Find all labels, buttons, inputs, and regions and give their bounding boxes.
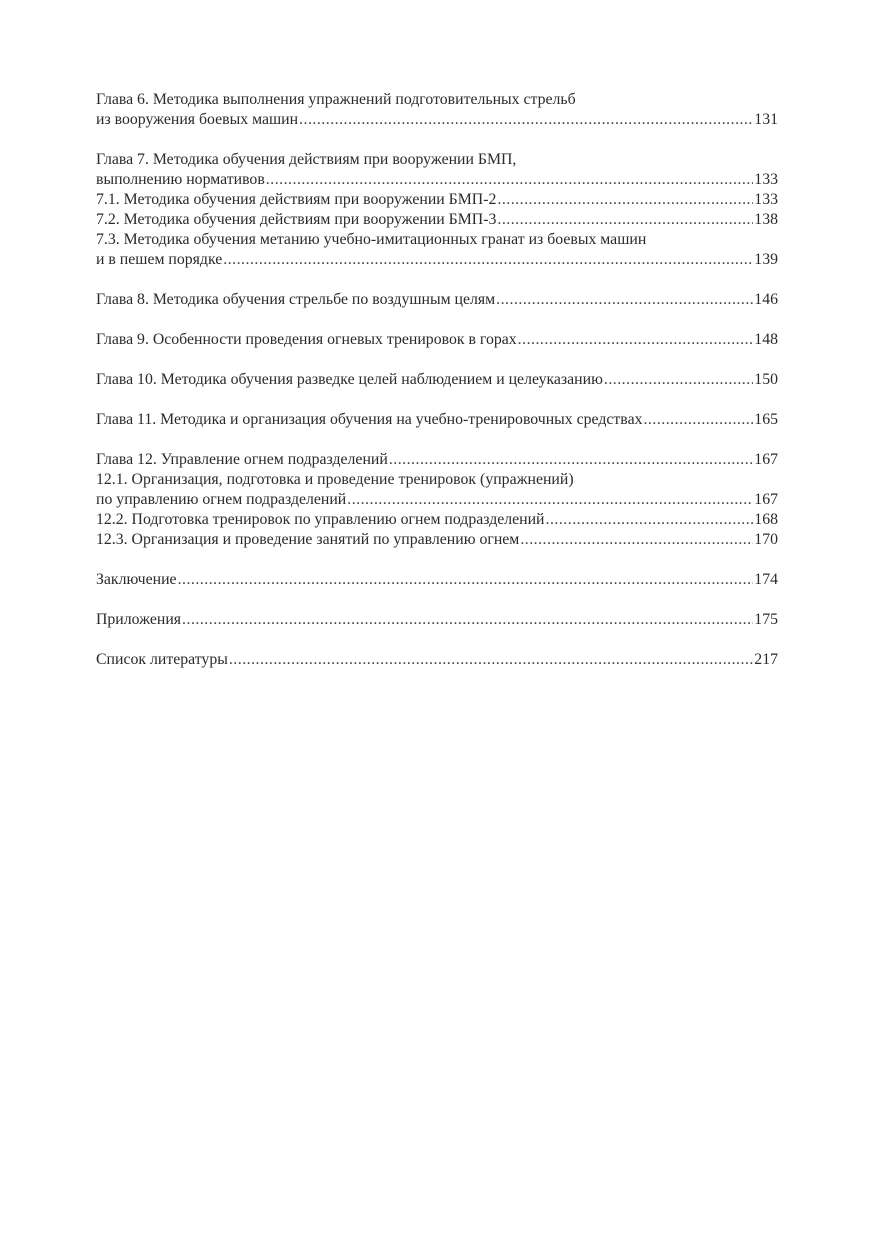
toc-entry-chapter-11[interactable] [96,410,778,430]
group-spacer [96,390,778,410]
toc-entry-title: 12.3. Организация и проведение занятий по управлению огнем [96,531,520,548]
toc-page-number: 133 [754,171,778,188]
group-spacer [96,130,778,150]
toc-entry-title: Глава 8. Методика обучения стрельбе по воздушным целям [96,291,496,308]
toc-page-number: 170 [754,531,778,548]
toc-entry-title: Заключение [96,571,177,588]
toc-entry-section-7-3[interactable] [96,230,778,270]
toc-entry-references[interactable] [96,650,778,670]
toc-entry-title: 7.2. Методика обучения действиям при вооружении БМП-3 [96,211,497,228]
group-spacer [96,550,778,570]
toc-entry-title: Глава 9. Особенности проведения огневых тренировок в горах [96,331,517,348]
toc-entry-title-cont: и в пешем порядке [96,251,223,268]
toc-leader-dots [389,450,753,470]
toc-page-number: 150 [754,371,778,388]
toc-leader-dots [299,110,753,130]
toc-entry-section-12-3[interactable] [96,530,778,550]
toc-page-number: 131 [754,111,778,128]
toc-entry-conclusion[interactable] [96,570,778,590]
toc-leader-dots [347,490,753,510]
toc-page-number: 146 [754,291,778,308]
toc-page-number: 138 [754,211,778,228]
toc-entry-title: 12.1. Организация, подготовка и проведение тренировок (упражнений) [96,471,574,488]
toc-entry-title-cont: по управлению огнем подразделений [96,491,347,508]
toc-entry-chapter-6[interactable] [96,90,778,130]
toc-entry-title: 7.1. Методика обучения действиям при вооружении БМП-2 [96,191,497,208]
toc-entry-chapter-12[interactable] [96,450,778,470]
toc-entry-title-cont: выполнению нормативов [96,171,265,188]
group-spacer [96,630,778,650]
toc-leader-dots [229,650,753,670]
group-spacer [96,350,778,370]
toc-entry-title: 12.2. Подготовка тренировок по управлению огнем подразделений [96,511,545,528]
toc-page-number: 168 [754,511,778,528]
toc-entry-section-12-1[interactable] [96,470,778,510]
table-of-contents [96,90,778,670]
toc-entry-title: Глава 7. Методика обучения действиям при вооружении БМП, [96,151,517,168]
toc-entry-chapter-7[interactable] [96,150,778,190]
toc-page-number: 167 [754,451,778,468]
toc-page-number: 133 [754,191,778,208]
group-spacer [96,430,778,450]
toc-leader-dots [182,610,753,630]
group-spacer [96,270,778,290]
toc-entry-section-7-2[interactable] [96,210,778,230]
toc-entry-title: Глава 6. Методика выполнения упражнений подготовительных стрельб [96,91,576,108]
toc-entry-chapter-10[interactable] [96,370,778,390]
toc-entry-title-cont: из вооружения боевых машин [96,111,299,128]
toc-entry-title: Глава 11. Методика и организация обучения на учебно-тренировочных средствах [96,411,643,428]
toc-page-number: 165 [754,411,778,428]
group-spacer [96,590,778,610]
toc-leader-dots [496,290,753,310]
toc-entry-title: Список литературы [96,651,228,668]
toc-leader-dots [520,530,753,550]
toc-page-number: 217 [754,651,778,668]
toc-leader-dots [518,330,754,350]
toc-leader-dots [643,410,753,430]
toc-leader-dots [497,190,753,210]
toc-entry-chapter-8[interactable] [96,290,778,310]
toc-page-number: 174 [754,571,778,588]
toc-entry-title: Глава 10. Методика обучения разведке целей наблюдением и целеуказанию [96,371,603,388]
toc-leader-dots [546,510,754,530]
toc-entry-section-12-2[interactable] [96,510,778,530]
toc-leader-dots [497,210,753,230]
toc-page-number: 175 [754,611,778,628]
toc-entry-title: 7.3. Методика обучения метанию учебно-имитационных гранат из боевых машин [96,231,647,248]
toc-leader-dots [178,570,754,590]
toc-entry-title: Глава 12. Управление огнем подразделений [96,451,388,468]
toc-leader-dots [604,370,753,390]
toc-leader-dots [266,170,754,190]
group-spacer [96,310,778,330]
toc-entry-title: Приложения [96,611,182,628]
toc-entry-section-7-1[interactable] [96,190,778,210]
toc-entry-chapter-9[interactable] [96,330,778,350]
toc-entry-appendices[interactable] [96,610,778,630]
toc-page-number: 148 [754,331,778,348]
toc-page-number: 167 [754,491,778,508]
toc-leader-dots [223,250,753,270]
toc-page-number: 139 [754,251,778,268]
